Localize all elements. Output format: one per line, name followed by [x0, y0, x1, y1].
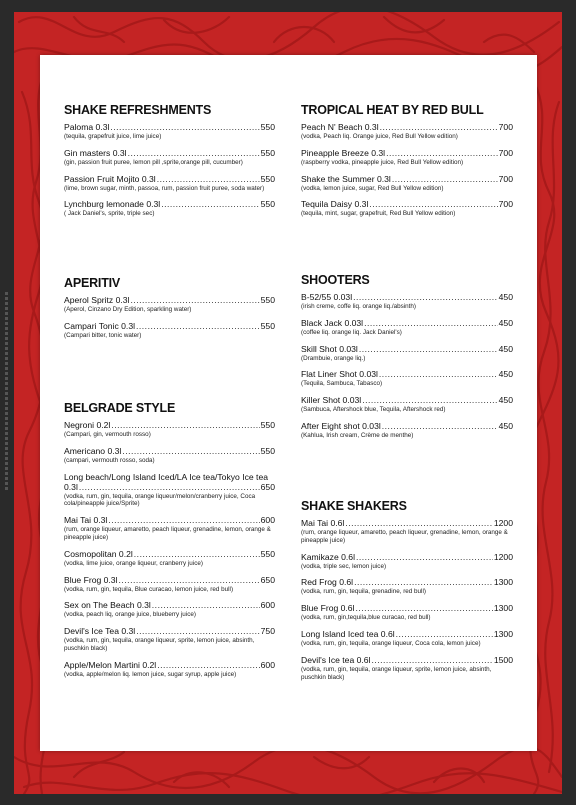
menu-item: [301, 318, 513, 337]
item-price: 450: [498, 343, 513, 354]
menu-item: [64, 549, 275, 568]
section-title: BELGRADE STYLE: [64, 401, 176, 415]
item-description: (raspberry vodka, pineapple juice, Red Bull Yellow edition): [301, 158, 464, 166]
item-description: (vodka, rum, gin, tequila, orange liqueur, Coca cola, lemon juice): [301, 639, 481, 647]
dot-leader: [130, 295, 259, 305]
item-price: 600: [260, 659, 275, 670]
section-title: SHOOTERS: [301, 273, 370, 287]
item-description: (Kahlua, Irish cream, Crème de menthe): [301, 431, 414, 439]
section-shake-refreshments: [64, 103, 275, 225]
section-aperitiv: [64, 276, 275, 347]
item-description: (vodka, rum, gin,tequila,blue curacao, red bull): [301, 614, 431, 622]
menu-item: [301, 148, 513, 167]
menu-item: [301, 552, 513, 571]
item-description: (rum, orange liqueur, amaretto, peach liqueur, grenadine, lemon, orange & pineapple juice): [64, 526, 271, 541]
item-price: 550: [260, 420, 275, 430]
item-description: (vodka, rum, gin, tequila, grenadine, red bull): [301, 588, 426, 596]
item-name: Paloma 0.3l: [64, 122, 110, 132]
dot-leader: [119, 575, 260, 585]
item-name: Lynchburg lemonade 0.3l: [64, 199, 161, 210]
item-price: 1200: [493, 518, 513, 528]
item-description: (Campari bitter, tonic water): [64, 331, 142, 339]
item-name: Apple/Melon Martini 0.2l: [64, 659, 157, 670]
item-price: 600: [260, 600, 275, 611]
item-description: (Tequila, Sambuca, Tabasco): [301, 380, 383, 388]
item-name: Shake the Summer 0.3l: [301, 173, 391, 184]
dot-leader: [110, 122, 259, 132]
item-name: Flat Liner Shot 0.03l: [301, 369, 378, 380]
menu-item: [64, 515, 275, 542]
item-name: Kamikaze 0.6l: [301, 551, 355, 562]
item-description: (campari, vermouth rosso, soda): [64, 456, 155, 464]
dot-leader: [157, 660, 259, 670]
item-description: (vodka, rum, gin, tequila, orange liqueur/melon/cranberry juice, Coca cola/pineapple juice/Sprite): [64, 492, 256, 508]
menu-item: [301, 292, 513, 311]
dot-leader: [157, 174, 260, 184]
item-description: (Drambuie, orange liq.): [301, 354, 366, 362]
item-price: 700: [498, 147, 513, 158]
item-name: Pineapple Breeze 0.3l: [301, 147, 386, 158]
item-price: 650: [260, 481, 275, 492]
item-price: 1300: [493, 603, 513, 614]
item-price: 550: [260, 199, 275, 210]
item-description: (vodka, lime juice, orange liqueur, cranberry juice): [64, 559, 203, 567]
item-price: 550: [260, 320, 275, 331]
item-name: Negroni 0.2l: [64, 420, 111, 430]
item-name: Mai Tai 0.6l: [301, 518, 345, 528]
item-name: Cosmopolitan 0.2l: [64, 548, 133, 559]
item-description: (gin, passion fruit puree, lemon pill ,sprite,orange pill, cucumber): [64, 158, 243, 166]
item-name: Sex on The Beach 0.3l: [64, 600, 151, 611]
section-shake-shakers: [301, 499, 513, 688]
left-edge-strip: [5, 292, 8, 492]
menu-item: [64, 472, 275, 509]
item-description: (Aperol, Cinzano Dry Edition, sparkling water): [64, 306, 192, 313]
menu-item: [64, 420, 275, 439]
section-title: SHAKE SHAKERS: [301, 499, 407, 513]
menu-item: [301, 174, 513, 193]
item-price: 450: [498, 292, 513, 302]
dot-leader: [356, 603, 493, 613]
item-price: 600: [260, 515, 275, 526]
item-price: 1300: [493, 577, 513, 588]
dot-leader: [380, 122, 498, 132]
item-price: 1300: [493, 628, 513, 639]
item-name: After Eight shot 0.03l: [301, 420, 381, 431]
dot-leader: [386, 148, 498, 158]
section-tropical-heat: [301, 103, 513, 225]
dot-leader: [108, 515, 259, 525]
item-description: (vodka, rum, gin, tequila, orange liqueur, sprite, lemon juice, absinth, puschkin black): [301, 665, 492, 681]
item-price: 450: [498, 420, 513, 431]
item-name: Gin masters 0.3l: [64, 147, 127, 158]
dot-leader: [379, 369, 498, 379]
item-name: Long beach/Long Island Iced/LA Ice tea/Tokyo Ice tea: [64, 471, 269, 482]
section-title: APERITIV: [64, 276, 121, 290]
item-description: (tequila, mint, sugar, grapefruit, Red Bull Yellow edition): [301, 210, 456, 218]
item-name-continued: 0.3l: [64, 481, 78, 492]
item-name: Red Frog 0.6l: [301, 577, 354, 588]
menu-item: [301, 655, 513, 682]
menu-item: [301, 344, 513, 363]
item-description: (Sambuca, Aftershock blue, Tequila, Aftershock red): [301, 406, 446, 414]
item-name: Passion Fruit Mojito 0.3l: [64, 173, 156, 184]
item-description: (lime, brown sugar, minth, passoa, rum, passion fruit puree, soda water): [64, 184, 265, 192]
item-price: 550: [260, 548, 275, 559]
dot-leader: [136, 321, 260, 331]
dot-leader: [392, 174, 498, 184]
item-description: (coffee liq. orange liq. Jack Daniel's): [301, 328, 402, 336]
item-description: (tequila, grapefruit juice, lime juice): [64, 133, 162, 140]
menu-item: [64, 295, 275, 314]
menu-item: [64, 660, 275, 679]
menu-item: [301, 369, 513, 388]
dot-leader: [359, 344, 498, 354]
dot-leader: [345, 518, 493, 528]
section-title: TROPICAL HEAT BY RED BULL: [301, 103, 484, 117]
dot-leader: [161, 199, 259, 209]
menu-item: [301, 199, 513, 218]
item-price: 650: [260, 574, 275, 585]
dot-leader: [134, 549, 260, 559]
item-price: 550: [260, 122, 275, 132]
dot-leader: [369, 199, 497, 209]
item-name: Skill Shot 0.03l: [301, 343, 358, 354]
dot-leader: [362, 395, 497, 405]
menu-item: [301, 421, 513, 440]
item-description: (vodka, rum, gin, tequila, Blue curacao, lemon juice, red bull): [64, 585, 234, 593]
dot-leader: [128, 148, 260, 158]
item-name: Peach N' Beach 0.3l: [301, 122, 379, 132]
menu-item: [64, 199, 275, 218]
item-description: (vodka, triple sec, lemon juice): [301, 562, 387, 570]
item-price: 1500: [493, 654, 513, 665]
item-description: (rum, orange liqueur, amaretto, peach liqueur, grenadine, lemon, orange & pineapple juice): [301, 529, 508, 544]
menu-page: [40, 55, 537, 751]
menu-item: [64, 600, 275, 619]
item-name: Killer Shot 0.03l: [301, 395, 362, 406]
item-name: Americano 0.3l: [64, 445, 122, 456]
dot-leader: [371, 655, 492, 665]
menu-item: [301, 603, 513, 622]
menu-item: [301, 577, 513, 596]
dot-leader: [396, 629, 493, 639]
dot-leader: [152, 600, 260, 610]
item-description: (vodka, Peach liq. Orange juice, Red Bull Yellow edition): [301, 133, 458, 140]
menu-item: [64, 148, 275, 167]
dot-leader: [353, 292, 498, 302]
menu-item: [301, 395, 513, 414]
item-price: 750: [260, 626, 275, 637]
section-shooters: [301, 273, 513, 447]
item-name: Black Jack 0.03l: [301, 317, 364, 328]
item-name: Mai Tai 0.3l: [64, 515, 108, 526]
item-name: B-52/55 0.03l: [301, 292, 353, 302]
menu-item: [64, 626, 275, 653]
item-price: 550: [260, 173, 275, 184]
dot-leader: [111, 420, 259, 430]
item-name: Tequila Daisy 0.3l: [301, 199, 369, 210]
menu-item: [301, 629, 513, 648]
item-name: Devil's Ice tea 0.6l: [301, 654, 371, 665]
dot-leader: [136, 626, 259, 636]
item-name: Blue Frog 0.3l: [64, 574, 118, 585]
item-description: ( Jack Daniel's, sprite, triple sec): [64, 210, 155, 218]
item-price: 550: [260, 295, 275, 305]
item-description: (vodka, peach liq, orange juice, blueberry juice): [64, 611, 196, 619]
item-name: Campari Tonic 0.3l: [64, 320, 136, 331]
menu-item: [301, 122, 513, 141]
menu-item: [64, 122, 275, 141]
item-price: 700: [498, 199, 513, 210]
item-name: Aperol Spritz 0.3l: [64, 295, 130, 305]
item-price: 1200: [493, 551, 513, 562]
item-description: (vodka, rum, gin, tequila, orange liqueur, sprite, lemon juice, absinth, puschkin black): [64, 637, 255, 652]
item-price: 550: [260, 445, 275, 456]
item-price: 450: [498, 395, 513, 406]
section-belgrade-style: [64, 401, 275, 686]
item-price: 700: [498, 173, 513, 184]
dot-leader: [122, 446, 259, 456]
item-name: Devil's Ice Tea 0.3l: [64, 626, 136, 637]
item-price: 450: [498, 317, 513, 328]
menu-item: [64, 321, 275, 340]
dot-leader: [79, 482, 260, 492]
menu-item: [64, 575, 275, 594]
item-name: Blue Frog 0.6l: [301, 603, 355, 614]
section-title: SHAKE REFRESHMENTS: [64, 103, 212, 117]
item-name: Long Island Iced tea 0.6l: [301, 628, 395, 639]
menu-item: [301, 518, 513, 545]
item-description: (Campari, gin, vermouth rosso): [64, 431, 151, 438]
item-description: (vodka, lemon juice, sugar, Red Bull Yellow edition): [301, 184, 444, 192]
item-description: (vodka, apple/melon liq. lemon juice, sugar syrup, apple juice): [64, 670, 237, 678]
dot-leader: [356, 552, 493, 562]
dot-leader: [364, 318, 498, 328]
item-price: 550: [260, 147, 275, 158]
dot-leader: [382, 421, 498, 431]
item-price: 700: [498, 122, 513, 132]
dot-leader: [354, 577, 493, 587]
menu-item: [64, 174, 275, 193]
menu-item: [64, 446, 275, 465]
item-price: 450: [498, 369, 513, 380]
item-description: (irish creme, coffe liq. orange liq./absinth): [301, 303, 417, 310]
